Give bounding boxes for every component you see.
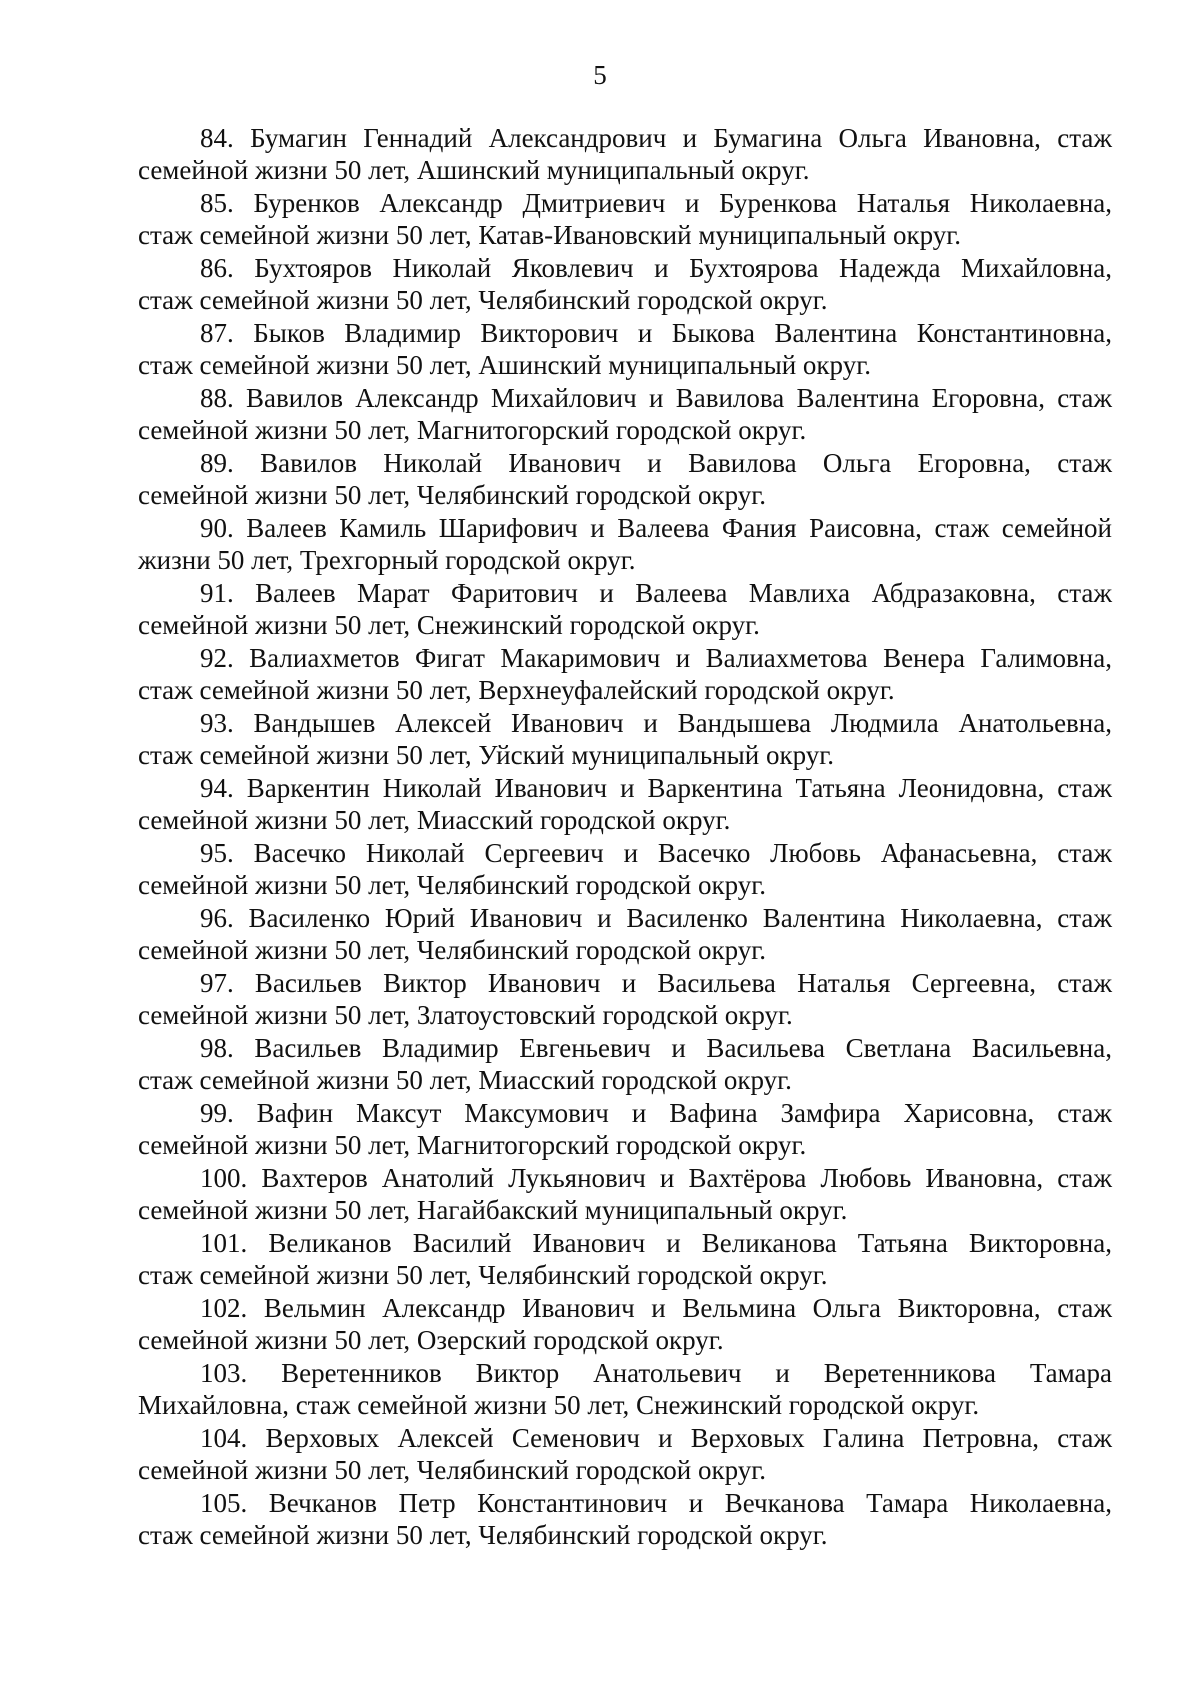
list-item bbox=[138, 642, 1112, 707]
list-item bbox=[138, 837, 1112, 902]
page-number: 5 bbox=[593, 60, 607, 90]
list-item bbox=[138, 382, 1112, 447]
list-item bbox=[138, 1227, 1112, 1292]
entry-line-1: 103. Веретенников Виктор Анатольевич и Веретенникова Тамара bbox=[200, 1358, 1112, 1388]
entry-line-1: 96. Василенко Юрий Иванович и Василенко Валентина Николаевна, стаж bbox=[200, 903, 1112, 933]
list-item bbox=[138, 902, 1112, 967]
list-item bbox=[138, 252, 1112, 317]
entry-line-2: стаж семейной жизни 50 лет, Челябинский городской округ. bbox=[138, 285, 828, 315]
entry-line-2: жизни 50 лет, Трехгорный городской округ. bbox=[138, 545, 636, 575]
entry-line-2: стаж семейной жизни 50 лет, Верхнеуфалейский городской округ. bbox=[138, 675, 895, 705]
list-item bbox=[138, 1097, 1112, 1162]
list-item bbox=[138, 967, 1112, 1032]
list-item bbox=[138, 1292, 1112, 1357]
entry-line-1: 93. Вандышев Алексей Иванович и Вандышева Людмила Анатольевна, bbox=[200, 708, 1112, 738]
list-item bbox=[138, 1032, 1112, 1097]
entry-line-1: 92. Валиахметов Фигат Макаримович и Валиахметова Венера Галимовна, bbox=[200, 643, 1112, 673]
entry-line-2: семейной жизни 50 лет, Челябинский городской округ. bbox=[138, 480, 767, 510]
list-item bbox=[138, 1357, 1112, 1422]
entry-line-2: семейной жизни 50 лет, Снежинский городской округ. bbox=[138, 610, 760, 640]
list-item bbox=[138, 1487, 1112, 1552]
entry-line-2: семейной жизни 50 лет, Златоустовский городской округ. bbox=[138, 1000, 793, 1030]
entry-line-2: семейной жизни 50 лет, Миасский городской округ. bbox=[138, 805, 731, 835]
entry-line-1: 88. Вавилов Александр Михайлович и Вавилова Валентина Егоровна, стаж bbox=[200, 383, 1112, 413]
entry-line-1: 84. Бумагин Геннадий Александрович и Бумагина Ольга Ивановна, стаж bbox=[200, 123, 1112, 153]
entry-line-2: семейной жизни 50 лет, Челябинский городской округ. bbox=[138, 1455, 767, 1485]
entry-line-2: семейной жизни 50 лет, Нагайбакский муниципальный округ. bbox=[138, 1195, 848, 1225]
entry-line-2: семейной жизни 50 лет, Магнитогорский городской округ. bbox=[138, 1130, 807, 1160]
entry-line-2: семейной жизни 50 лет, Челябинский городской округ. bbox=[138, 935, 767, 965]
entry-line-1: 97. Васильев Виктор Иванович и Васильева Наталья Сергеевна, стаж bbox=[200, 968, 1112, 998]
list-item bbox=[138, 187, 1112, 252]
entry-line-1: 95. Васечко Николай Сергеевич и Васечко Любовь Афанасьевна, стаж bbox=[200, 838, 1112, 868]
entry-line-2: семейной жизни 50 лет, Ашинский муниципальный округ. bbox=[138, 155, 810, 185]
entry-line-2: стаж семейной жизни 50 лет, Челябинский городской округ. bbox=[138, 1260, 828, 1290]
list-item bbox=[138, 707, 1112, 772]
entry-line-2: стаж семейной жизни 50 лет, Миасский городской округ. bbox=[138, 1065, 792, 1095]
entry-line-1: 86. Бухтояров Николай Яковлевич и Бухтоярова Надежда Михайловна, bbox=[200, 253, 1112, 283]
entry-list bbox=[138, 122, 1112, 1552]
entry-line-1: 102. Вельмин Александр Иванович и Вельмина Ольга Викторовна, стаж bbox=[200, 1293, 1112, 1323]
entry-line-1: 89. Вавилов Николай Иванович и Вавилова Ольга Егоровна, стаж bbox=[200, 448, 1112, 478]
entry-line-1: 94. Варкентин Николай Иванович и Варкентина Татьяна Леонидовна, стаж bbox=[200, 773, 1112, 803]
entry-line-1: 99. Вафин Максут Максумович и Вафина Замфира Харисовна, стаж bbox=[200, 1098, 1112, 1128]
list-item bbox=[138, 577, 1112, 642]
entry-line-2: стаж семейной жизни 50 лет, Челябинский городской округ. bbox=[138, 1520, 828, 1550]
entry-line-2: стаж семейной жизни 50 лет, Катав-Ивановский муниципальный округ. bbox=[138, 220, 961, 250]
entry-line-1: 87. Быков Владимир Викторович и Быкова Валентина Константиновна, bbox=[200, 318, 1112, 348]
entry-line-1: 101. Великанов Василий Иванович и Великанова Татьяна Викторовна, bbox=[200, 1228, 1112, 1258]
list-item bbox=[138, 122, 1112, 187]
list-item bbox=[138, 317, 1112, 382]
entry-line-2: семейной жизни 50 лет, Челябинский городской округ. bbox=[138, 870, 767, 900]
entry-line-2: стаж семейной жизни 50 лет, Ашинский муниципальный округ. bbox=[138, 350, 871, 380]
entry-line-2: семейной жизни 50 лет, Магнитогорский городской округ. bbox=[138, 415, 807, 445]
entry-line-1: 100. Вахтеров Анатолий Лукьянович и Вахтёрова Любовь Ивановна, стаж bbox=[200, 1163, 1112, 1193]
list-item bbox=[138, 512, 1112, 577]
entry-line-1: 105. Вечканов Петр Константинович и Вечканова Тамара Николаевна, bbox=[200, 1488, 1112, 1518]
list-item bbox=[138, 1162, 1112, 1227]
entry-line-1: 98. Васильев Владимир Евгеньевич и Васильева Светлана Васильевна, bbox=[200, 1033, 1112, 1063]
list-item bbox=[138, 1422, 1112, 1487]
entry-line-1: 91. Валеев Марат Фаритович и Валеева Мавлиха Абдразаковна, стаж bbox=[200, 578, 1112, 608]
entry-line-2: стаж семейной жизни 50 лет, Уйский муниципальный округ. bbox=[138, 740, 835, 770]
entry-line-1: 104. Верховых Алексей Семенович и Верховых Галина Петровна, стаж bbox=[200, 1423, 1112, 1453]
entry-line-2: семейной жизни 50 лет, Озерский городской округ. bbox=[138, 1325, 724, 1355]
list-item bbox=[138, 447, 1112, 512]
entry-line-1: 85. Буренков Александр Дмитриевич и Буренкова Наталья Николаевна, bbox=[200, 188, 1112, 218]
entry-line-1: 90. Валеев Камиль Шарифович и Валеева Фания Раисовна, стаж семейной bbox=[200, 513, 1112, 543]
list-item bbox=[138, 772, 1112, 837]
entry-line-2: Михайловна, стаж семейной жизни 50 лет, Снежинский городской округ. bbox=[138, 1390, 980, 1420]
